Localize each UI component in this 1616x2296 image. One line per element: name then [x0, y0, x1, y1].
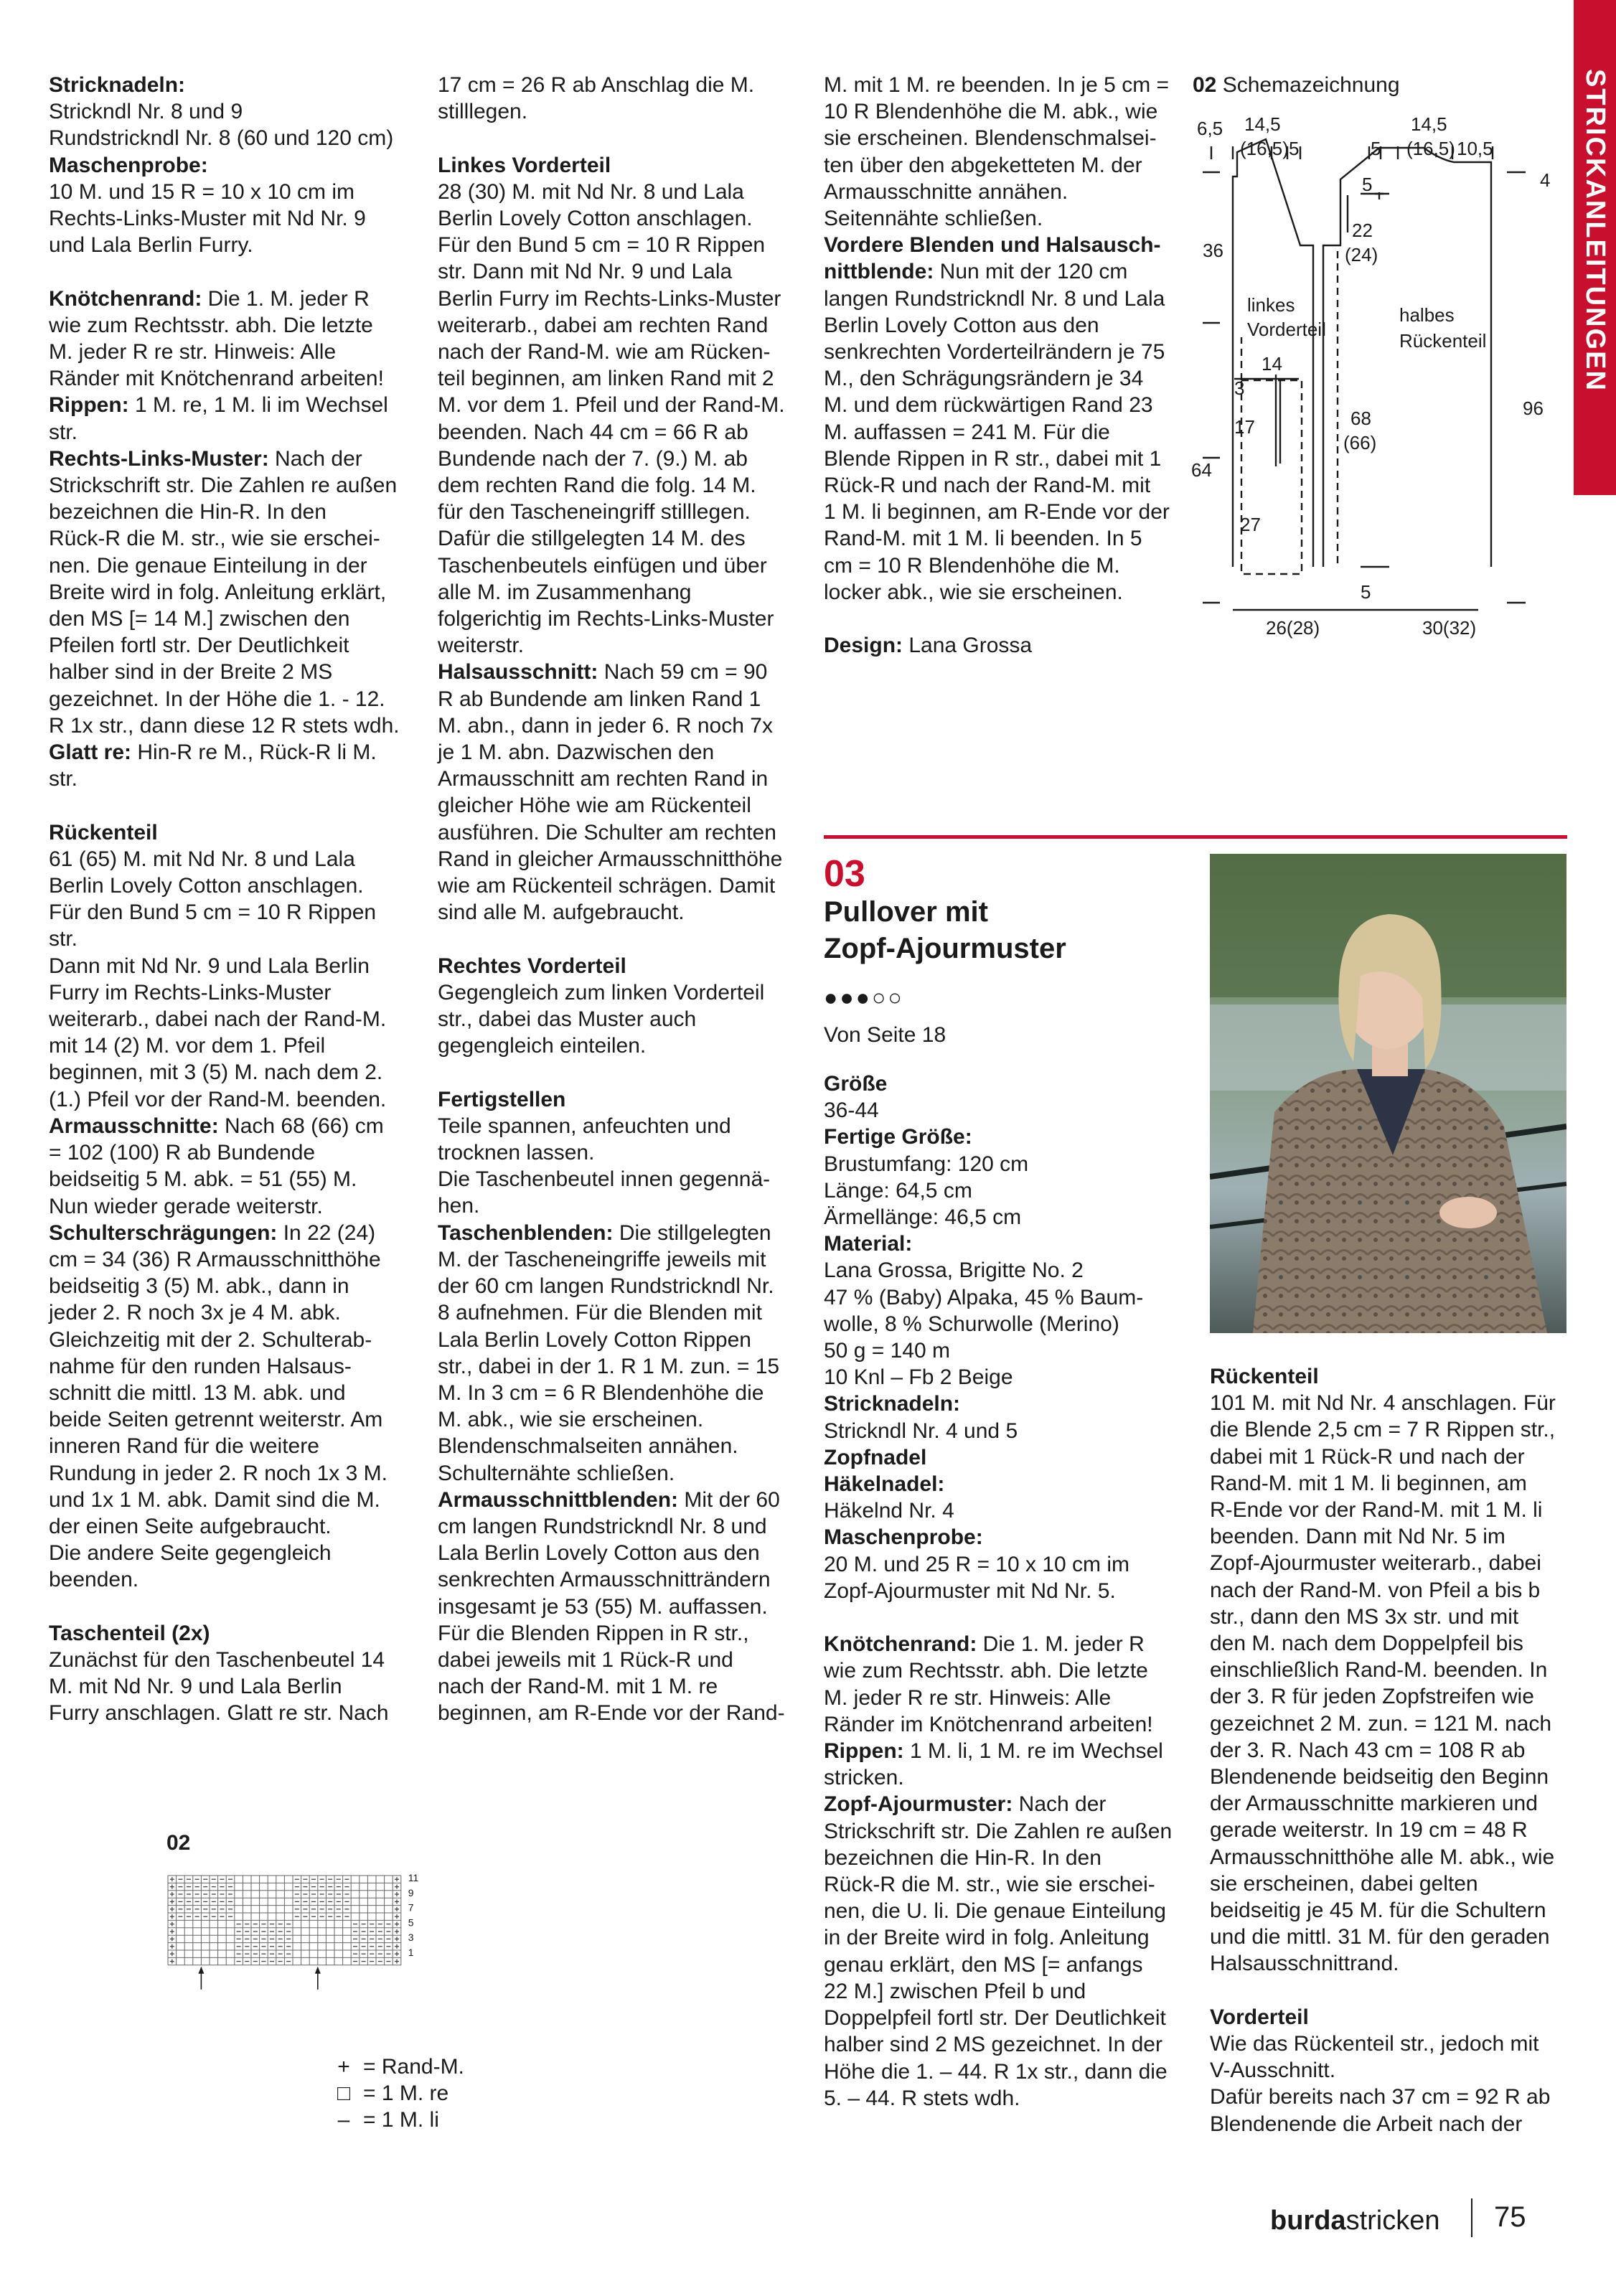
text-line: gerade weiterstr. In 19 cm = 48 R	[1210, 1818, 1528, 1843]
text-line: Maschenprobe:	[824, 1525, 983, 1550]
text-line: wie am Rückenteil schrägen. Damit	[438, 874, 776, 898]
text-line	[438, 926, 797, 952]
text-line: Berlin Lovely Cotton anschlagen.	[49, 874, 364, 898]
text-line: Lana Grossa, Brigitte No. 2	[824, 1258, 1084, 1283]
text-line: M. auffassen = 241 M. Für die	[824, 420, 1110, 444]
text-line: Rand-M. mit 1 M. li beenden. In 5	[824, 527, 1142, 551]
text-line: Ränder im Knötchenrand arbeiten!	[824, 1712, 1153, 1736]
text-line: Rippen: 1 M. re, 1 M. li im Wechsel	[49, 393, 388, 418]
text-line: sie erscheinen. Blendenschmalsei-	[824, 126, 1157, 151]
text-line: alle M. im Zusammenhang	[438, 580, 692, 604]
difficulty-rating: ●●●○○	[824, 984, 904, 1010]
text-line: Rück-R und nach der Rand-M. mit	[824, 474, 1151, 498]
text-line: nen, die U. li. Die genaue Einteilung	[824, 1899, 1166, 1924]
text-line: 22 M.] zwischen Pfeil b und	[824, 1979, 1086, 2003]
legend-item	[334, 2080, 464, 2107]
dim-26-28: 26(28)	[1266, 617, 1320, 639]
text-line: 20 M. und 25 R = 10 x 10 cm im	[824, 1552, 1130, 1576]
text-line: Nun wieder gerade weiterstr.	[49, 1194, 323, 1218]
text-line: und 1x 1 M. abk. Damit sind die M.	[49, 1487, 380, 1512]
footer-brand-bold: burda	[1270, 2206, 1346, 2236]
page-number: 75	[1494, 2201, 1526, 2233]
text-line: nahme für den runden Halsaus-	[49, 1354, 352, 1378]
text-line: der 60 cm langen Rundstrickndl Nr.	[438, 1274, 774, 1299]
text-line: Stricknadeln:	[49, 73, 186, 97]
text-line: schnitt die mittl. 13 M. abk. und	[49, 1380, 346, 1405]
text-line: cm langen Rundstrickndl Nr. 8 und	[438, 1514, 767, 1538]
schema-heading-number: 02	[1193, 73, 1217, 97]
chart-row-number: 1	[408, 1947, 414, 1958]
text-line: Lala Berlin Lovely Cotton Rippen	[438, 1327, 751, 1352]
dim-6-5: 6,5	[1197, 118, 1223, 139]
text-line: str., dabei das Muster auch	[438, 1007, 697, 1032]
text-line: Rechts-Links-Muster: Nach der	[49, 446, 362, 471]
section-title-line-2: Zopf-Ajourmuster	[824, 933, 1066, 964]
label-linkes: linkes	[1247, 294, 1295, 316]
text-line: wolle, 8 % Schurwolle (Merino)	[824, 1312, 1119, 1336]
footer-brand	[1270, 2206, 1439, 2236]
text-line: cm = 10 R Blendenhöhe die M.	[824, 553, 1120, 578]
label-rueckenteil: Rückenteil	[1399, 330, 1487, 352]
knitting-chart	[166, 1866, 683, 2002]
text-line: Rück-R die M. str., wie sie erschei-	[49, 527, 380, 551]
chart-row-number: 5	[408, 1916, 414, 1929]
text-line	[49, 1594, 408, 1620]
text-line: 17 cm = 26 R ab Anschlag die M.	[438, 73, 755, 97]
section-number: 03	[824, 853, 865, 895]
text-line	[49, 792, 408, 819]
text-line: bezeichnen die Hin-R. In den	[49, 500, 327, 524]
text-line: den MS [= 14 M.] zwischen den	[49, 607, 350, 631]
text-line: jeder 2. R noch 3x je 4 M. abk.	[49, 1301, 341, 1325]
legend-item	[334, 2053, 464, 2080]
text-line: Armausschnittblenden: Mit der 60	[438, 1487, 780, 1512]
text-line: M. vor dem 1. Pfeil und der Rand-M.	[438, 393, 785, 418]
text-line: Rand in gleicher Armausschnitthöhe	[438, 847, 783, 871]
legend-symbol: □	[337, 2081, 351, 2105]
text-line: beidseitig 3 (5) M. abk., dann in	[49, 1274, 349, 1299]
text-line: Für die Blenden Rippen in R str.,	[438, 1621, 749, 1645]
dim-22: 22	[1352, 220, 1373, 241]
chart-grid	[168, 1876, 401, 1965]
text-line	[1210, 1977, 1569, 2004]
text-line: beidseitig 5 M. abk. = 51 (55) M.	[49, 1167, 357, 1192]
dim-14: 14	[1262, 353, 1282, 375]
text-line: beginnen, mit 3 (5) M. nach dem 2.	[49, 1060, 383, 1085]
text-line: nach der Rand-M. wie am Rücken-	[438, 340, 771, 364]
text-line: Taschenbeutels einfügen und über	[438, 553, 767, 578]
text-line: bezeichnen die Hin-R. In den	[824, 1845, 1101, 1870]
dim-36: 36	[1203, 240, 1223, 261]
text-line: insgesamt je 53 (55) M. auffassen.	[438, 1594, 768, 1619]
text-line: Taschenblenden: Die stillgelegten	[438, 1220, 771, 1245]
text-line: hen.	[438, 1194, 480, 1218]
text-column-3-lower	[824, 1071, 1183, 2112]
text-line: M. In 3 cm = 6 R Blendenhöhe die	[438, 1380, 764, 1405]
text-line: (1.) Pfeil vor der Rand-M. beenden.	[49, 1087, 387, 1111]
text-line: wie zum Rechtsstr. abh. Die letzte	[49, 313, 373, 337]
dim-16-5a: (16,5)	[1240, 138, 1289, 159]
text-line: Wie das Rückenteil str., jedoch mit	[1210, 2032, 1539, 2056]
text-line: Blendenschmalseiten annähen.	[438, 1434, 738, 1459]
footer-separator	[1471, 2198, 1472, 2237]
photo-woman-sweater	[1210, 854, 1566, 1333]
text-line: M. jeder R re str. Hinweis: Alle	[49, 340, 337, 364]
text-column-1	[49, 72, 408, 1727]
text-line: Rück-R die M. str., wie sie erschei-	[824, 1873, 1155, 1897]
dim-5b: 5	[1371, 138, 1381, 159]
text-line: Länge: 64,5 cm	[824, 1178, 972, 1203]
text-line: Bundende nach der 7. (9.) M. ab	[438, 446, 748, 471]
legend-item	[334, 2107, 464, 2133]
text-line: dabei jeweils mit 1 Rück-R und	[438, 1647, 733, 1672]
text-line: mit 14 (2) M. vor dem 1. Pfeil	[49, 1034, 326, 1058]
text-line: der Armausschnitte markieren und	[1210, 1792, 1538, 1816]
text-line: Die Taschenbeutel innen gegennä-	[438, 1167, 771, 1192]
text-line: Pfeilen fortl str. Der Deutlichkeit	[49, 634, 349, 658]
text-line: je 1 M. abn. Dazwischen den	[438, 740, 715, 765]
text-line: genau erklärt, den MS [= anfangs	[824, 1952, 1143, 1977]
dim-66: (66)	[1343, 432, 1377, 453]
text-column-2	[438, 72, 797, 1727]
text-line: Zopf-Ajourmuster mit Nd Nr. 5.	[824, 1578, 1116, 1603]
text-line: Häkelnadel:	[824, 1472, 945, 1497]
footer-brand-rest: stricken	[1345, 2206, 1440, 2236]
text-line	[824, 606, 1183, 632]
text-line: Armausschnitte annähen.	[824, 179, 1068, 204]
text-line: halber sind in der Breite 2 MS	[49, 660, 333, 684]
schema-heading	[1193, 73, 1400, 98]
text-line: Breite wird in folg. Anleitung erklärt,	[49, 580, 387, 604]
text-line: Gleichzeitig mit der 2. Schulterab-	[49, 1327, 372, 1352]
label-vorderteil: Vorderteil	[1247, 319, 1326, 340]
text-line: Höhe die 1. – 44. R 1x str., dann die	[824, 2059, 1168, 2084]
arrow-2-icon	[315, 1967, 321, 1990]
text-line: nach der Rand-M. mit 1 M. re	[438, 1675, 718, 1699]
text-line: 50 g = 140 m	[824, 1339, 950, 1363]
text-line: 28 (30) M. mit Nd Nr. 8 und Lala	[438, 179, 744, 204]
schema-heading-text: Schemazeichnung	[1222, 73, 1400, 97]
text-line: Ärmellänge: 46,5 cm	[824, 1205, 1022, 1230]
text-line: beide Seiten getrennt weiterstr. Am	[49, 1408, 383, 1432]
arrow-1-icon	[198, 1967, 204, 1990]
text-line: Fertigstellen	[438, 1087, 566, 1111]
chart-row-number: 9	[408, 1886, 414, 1899]
text-line: Blende Rippen in R str., dabei mit 1	[824, 446, 1162, 471]
text-line: R 1x str., dann diese 12 R stets wdh.	[49, 713, 400, 738]
text-line: str.	[49, 767, 78, 791]
text-line: 101 M. mit Nd Nr. 4 anschlagen. Für	[1210, 1391, 1556, 1416]
text-line: der einen Seite aufgebraucht.	[49, 1514, 332, 1538]
text-line: Für den Bund 5 cm = 10 R Rippen	[438, 233, 766, 258]
dim-24: (24)	[1345, 244, 1378, 265]
text-line: 1 M. li beginnen, am R-Ende vor der	[824, 500, 1170, 524]
text-line: beenden.	[49, 1568, 139, 1592]
text-line: str.	[49, 420, 78, 444]
text-line: wie zum Rechtsstr. abh. Die letzte	[824, 1659, 1148, 1683]
text-line: Doppelpfeil fortl str. Der Deutlichkeit	[824, 2006, 1166, 2031]
from-page-reference: Von Seite 18	[824, 1023, 946, 1047]
text-line: Berlin Furry im Rechts-Links-Muster	[438, 286, 781, 311]
text-line: str.	[49, 927, 78, 951]
text-line: Knötchenrand: Die 1. M. jeder R	[49, 286, 370, 311]
text-line: M. abn., dann in jeder 6. R noch 7x	[438, 713, 773, 738]
legend-symbol: +	[337, 2055, 350, 2079]
text-line: Brustumfang: 120 cm	[824, 1152, 1029, 1176]
dim-4: 4	[1540, 169, 1551, 191]
dim-68: 68	[1350, 408, 1371, 429]
schema-drawing	[1191, 108, 1564, 639]
text-line: senkrechten Vorderteilrändern je 75	[824, 340, 1165, 364]
dim-5-bot: 5	[1361, 581, 1371, 603]
text-line: M. mit 1 M. re beenden. In je 5 cm =	[824, 73, 1170, 97]
text-line: und Lala Berlin Furry.	[49, 233, 253, 258]
text-line: 36-44	[824, 1098, 879, 1123]
text-line: stricken.	[824, 1766, 904, 1790]
dim-27: 27	[1240, 514, 1261, 535]
text-line: Linkes Vorderteil	[438, 153, 611, 177]
text-line: Größe	[824, 1072, 888, 1096]
text-line: Lala Berlin Lovely Cotton aus den	[438, 1541, 760, 1566]
chart-label: 02	[166, 1831, 191, 1855]
pocket-outline	[1241, 380, 1302, 574]
text-line: dabei mit 1 Rück-R und nach der	[1210, 1444, 1525, 1469]
text-line: Rundstrickndl Nr. 8 (60 und 120 cm)	[49, 126, 394, 151]
text-line: V-Ausschnitt.	[1210, 2059, 1336, 2083]
text-line: nach der Rand-M. von Pfeil a bis b	[1210, 1578, 1541, 1602]
dim-17: 17	[1234, 416, 1255, 438]
dim-3: 3	[1234, 377, 1245, 399]
text-line: Gegengleich zum linken Vorderteil	[438, 980, 765, 1004]
text-line: Schulternähte schließen.	[438, 1461, 675, 1485]
text-line: Vorderteil	[1210, 2005, 1309, 2029]
text-line: Blendenende die Arbeit nach der	[1210, 2112, 1523, 2136]
text-line: beenden. Nach 44 cm = 66 R ab	[438, 420, 748, 444]
text-line: dem rechten Rand die folg. 14 M.	[438, 474, 756, 498]
text-line: gegengleich einteilen.	[438, 1034, 647, 1058]
dim-64: 64	[1191, 459, 1212, 481]
dim-14-5a: 14,5	[1244, 113, 1281, 135]
text-line: Zopf-Ajourmuster: Nach der	[824, 1792, 1107, 1817]
text-line: = 102 (100) R ab Bundende	[49, 1141, 316, 1165]
text-line	[438, 125, 797, 151]
text-column-3	[824, 72, 1183, 659]
text-line: der 3. R. Nach 43 cm = 108 R ab	[1210, 1738, 1526, 1762]
text-line: gezeichnet. In der Höhe die 1. - 12.	[49, 687, 385, 711]
text-line: inneren Rand für die weitere	[49, 1434, 319, 1459]
section-title-line-1: Pullover mit	[824, 896, 988, 928]
legend-text: = 1 M. re	[363, 2081, 449, 2105]
text-line: Strickschrift str. Die Zahlen re außen	[824, 1819, 1173, 1843]
text-line: Design: Lana Grossa	[824, 634, 1033, 658]
text-line: Rippen: 1 M. li, 1 M. re im Wechsel	[824, 1739, 1163, 1764]
text-line: R-Ende vor der Rand-M. mit 1 M. li	[1210, 1498, 1543, 1523]
text-line: halber sind 2 MS gezeichnet. In der	[824, 2033, 1162, 2057]
text-line: trocknen lassen.	[438, 1141, 595, 1165]
text-column-4	[1210, 1363, 1569, 2137]
text-line: M., den Schrägungsrändern je 34	[824, 367, 1144, 391]
text-line: Vordere Blenden und Halsausch-	[824, 233, 1161, 258]
text-line: folgerichtig im Rechts-Links-Muster	[438, 607, 774, 631]
text-line: weiterstr.	[438, 634, 525, 658]
text-line: Schulterschrägungen: In 22 (24)	[49, 1220, 376, 1245]
text-line: Knötchenrand: Die 1. M. jeder R	[824, 1632, 1145, 1657]
text-line: 8 aufnehmen. Für die Blenden mit	[438, 1301, 762, 1325]
section-side-tab	[1574, 0, 1616, 495]
text-line: weiterarb., dabei am rechten Rand	[438, 313, 769, 337]
text-line: M. der Tascheneingriffe jeweils mit	[438, 1247, 766, 1271]
text-line: Armausschnitt am rechten Rand in	[438, 767, 769, 791]
text-line: und die mittl. 31 M. für den geraden	[1210, 1925, 1550, 1949]
text-line: Rückenteil	[49, 820, 158, 844]
text-line: teil beginnen, am linken Rand mit 2	[438, 367, 774, 391]
text-line: Berlin Lovely Cotton anschlagen.	[438, 207, 753, 230]
text-line: 61 (65) M. mit Nd Nr. 8 und Lala	[49, 847, 355, 871]
chart-row-number: 7	[408, 1901, 414, 1914]
text-line: Teile spannen, anfeuchten und	[438, 1114, 731, 1138]
text-line	[438, 1059, 797, 1086]
text-line: 47 % (Baby) Alpaka, 45 % Baum-	[824, 1285, 1144, 1309]
text-line: Ränder mit Knötchenrand arbeiten!	[49, 367, 384, 391]
text-line: Halsausschnitt: Nach 59 cm = 90	[438, 660, 768, 684]
section-divider	[824, 835, 1567, 839]
text-line: beginnen, am R-Ende vor der Rand-	[438, 1701, 785, 1726]
text-line	[824, 1604, 1183, 1631]
text-line: Dafür bereits nach 37 cm = 92 R ab	[1210, 2085, 1551, 2109]
text-line: senkrechten Armausschnitträndern	[438, 1568, 771, 1592]
text-line: cm = 34 (36) R Armausschnitthöhe	[49, 1247, 381, 1271]
text-line: Dann mit Nd Nr. 9 und Lala Berlin	[49, 954, 370, 978]
text-line: M. abk., wie sie erscheinen.	[438, 1408, 704, 1432]
text-line: Rundung in jeder 2. R noch 1x 3 M.	[49, 1461, 387, 1485]
text-line: Rechts-Links-Muster mit Nd Nr. 9	[49, 207, 366, 231]
text-line: stilllegen.	[438, 100, 528, 124]
text-line: in der Breite wird in folg. Anleitung	[824, 1926, 1150, 1950]
text-line: Furry anschlagen. Glatt re str. Nach	[49, 1701, 389, 1726]
chart-row-number: 3	[408, 1932, 414, 1944]
dim-30-32: 30(32)	[1422, 617, 1477, 639]
text-line: 5. – 44. R stets wdh.	[824, 2086, 1020, 2110]
text-line: Strickschrift str. Die Zahlen re außen	[49, 474, 398, 498]
text-line: Dafür die stillgelegten 14 M. des	[438, 527, 746, 551]
legend-symbol: –	[337, 2108, 350, 2132]
text-line: Strickndl Nr. 8 und 9	[49, 100, 243, 124]
text-line: die Blende 2,5 cm = 7 R Rippen str.,	[1210, 1418, 1556, 1442]
text-line: locker abk., wie sie erscheinen.	[824, 580, 1123, 604]
text-line: Rand-M. mit 1 M. li beginnen, am	[1210, 1471, 1527, 1495]
text-line: langen Rundstrickndl Nr. 8 und Lala	[824, 286, 1165, 311]
text-line: Fertige Größe:	[824, 1125, 972, 1149]
text-line: Zopf-Ajourmuster weiterarb., dabei	[1210, 1551, 1541, 1576]
text-line: str. Dann mit Nd Nr. 9 und Lala	[438, 260, 733, 284]
text-line	[49, 258, 408, 285]
text-line: Rückenteil	[1210, 1365, 1319, 1388]
text-line: Rechtes Vorderteil	[438, 954, 626, 978]
legend-text: = Rand-M.	[363, 2055, 464, 2079]
text-line: sie erscheinen, dabei gelten	[1210, 1871, 1478, 1896]
text-line: Die andere Seite gegengleich	[49, 1541, 332, 1566]
text-line: Blendenende beidseitig den Beginn	[1210, 1765, 1549, 1789]
text-line: Seitennähte schließen.	[824, 207, 1043, 231]
text-line: Furry im Rechts-Links-Muster	[49, 980, 332, 1004]
text-line: Strickndl Nr. 4 und 5	[824, 1418, 1018, 1443]
text-line: 10 R Blendenhöhe die M. abk., wie	[824, 100, 1158, 124]
text-line: 10 Knl – Fb 2 Beige	[824, 1365, 1013, 1390]
dim-96: 96	[1523, 397, 1544, 419]
text-line: sind alle M. aufgebraucht.	[438, 900, 685, 925]
text-line: str., dabei in der 1. R 1 M. zun. = 15	[438, 1354, 780, 1378]
text-line: str., dann den MS 3x str. und mit	[1210, 1604, 1519, 1629]
legend-text: = 1 M. li	[363, 2108, 439, 2132]
text-line: weiterarb., dabei nach der Rand-M.	[49, 1007, 387, 1032]
text-line: einschließlich Rand-M. beenden. In	[1210, 1658, 1548, 1683]
text-line: Taschenteil (2x)	[49, 1621, 210, 1645]
text-line: Armausschnitte: Nach 68 (66) cm	[49, 1114, 384, 1138]
text-line: Berlin Lovely Cotton aus den	[824, 313, 1099, 337]
dim-14-5b: 14,5	[1411, 113, 1447, 135]
dim-10-5: 10,5	[1457, 138, 1493, 159]
text-line: Häkelnd Nr. 4	[824, 1499, 954, 1523]
label-halbes: halbes	[1399, 304, 1455, 326]
text-line: Zunächst für den Taschenbeutel 14	[49, 1647, 385, 1672]
text-line: M. jeder R re str. Hinweis: Alle	[824, 1685, 1112, 1710]
text-line: den M. nach dem Doppelpfeil bis	[1210, 1632, 1523, 1656]
text-line: für den Tascheneingriff stilllegen.	[438, 500, 751, 524]
chart-row-number: 11	[408, 1872, 419, 1883]
text-line: ten über den abgeketteten M. der	[824, 153, 1142, 177]
side-tab-label: STRICKANLEITUNGEN	[1580, 69, 1610, 392]
text-line: gleicher Höhe wie am Rückenteil	[438, 794, 751, 818]
text-line: beenden. Dann mit Nd Nr. 5 im	[1210, 1525, 1505, 1549]
chart-legend	[334, 2053, 464, 2133]
dim-16-5b: (16,5)	[1406, 138, 1455, 159]
text-line: R ab Bundende am linken Rand 1	[438, 687, 761, 711]
text-line: M. und dem rückwärtigen Rand 23	[824, 393, 1153, 418]
text-line: 10 M. und 15 R = 10 x 10 cm im	[49, 179, 355, 204]
text-line: Armausschnitthöhe alle M. abk., wie	[1210, 1845, 1555, 1869]
text-line: beidseitig je 45 M. für die Schultern	[1210, 1899, 1546, 1923]
text-line: Maschenprobe:	[49, 153, 208, 177]
text-line: Für den Bund 5 cm = 10 R Rippen	[49, 900, 377, 925]
text-line: Halsausschnittrand.	[1210, 1952, 1399, 1976]
text-line: gezeichnet 2 M. zun. = 121 M. nach	[1210, 1711, 1552, 1736]
dim-5-top: 5	[1362, 174, 1373, 195]
dim-5a: 5	[1289, 138, 1300, 159]
text-line: Glatt re: Hin-R re M., Rück-R li M.	[49, 740, 377, 765]
text-line: Zopfnadel	[824, 1445, 927, 1469]
section-title	[824, 894, 1066, 967]
text-line: nen. Die genaue Einteilung in der	[49, 553, 367, 578]
text-line: der 3. R für jeden Zopfstreifen wie	[1210, 1685, 1534, 1709]
text-line: nittblende: Nun mit der 120 cm	[824, 260, 1128, 284]
text-line: Material:	[824, 1232, 913, 1256]
text-line: ausführen. Die Schulter am rechten	[438, 820, 776, 844]
text-line: Stricknadeln:	[824, 1392, 961, 1416]
text-line: M. mit Nd Nr. 9 und Lala Berlin	[49, 1675, 342, 1699]
